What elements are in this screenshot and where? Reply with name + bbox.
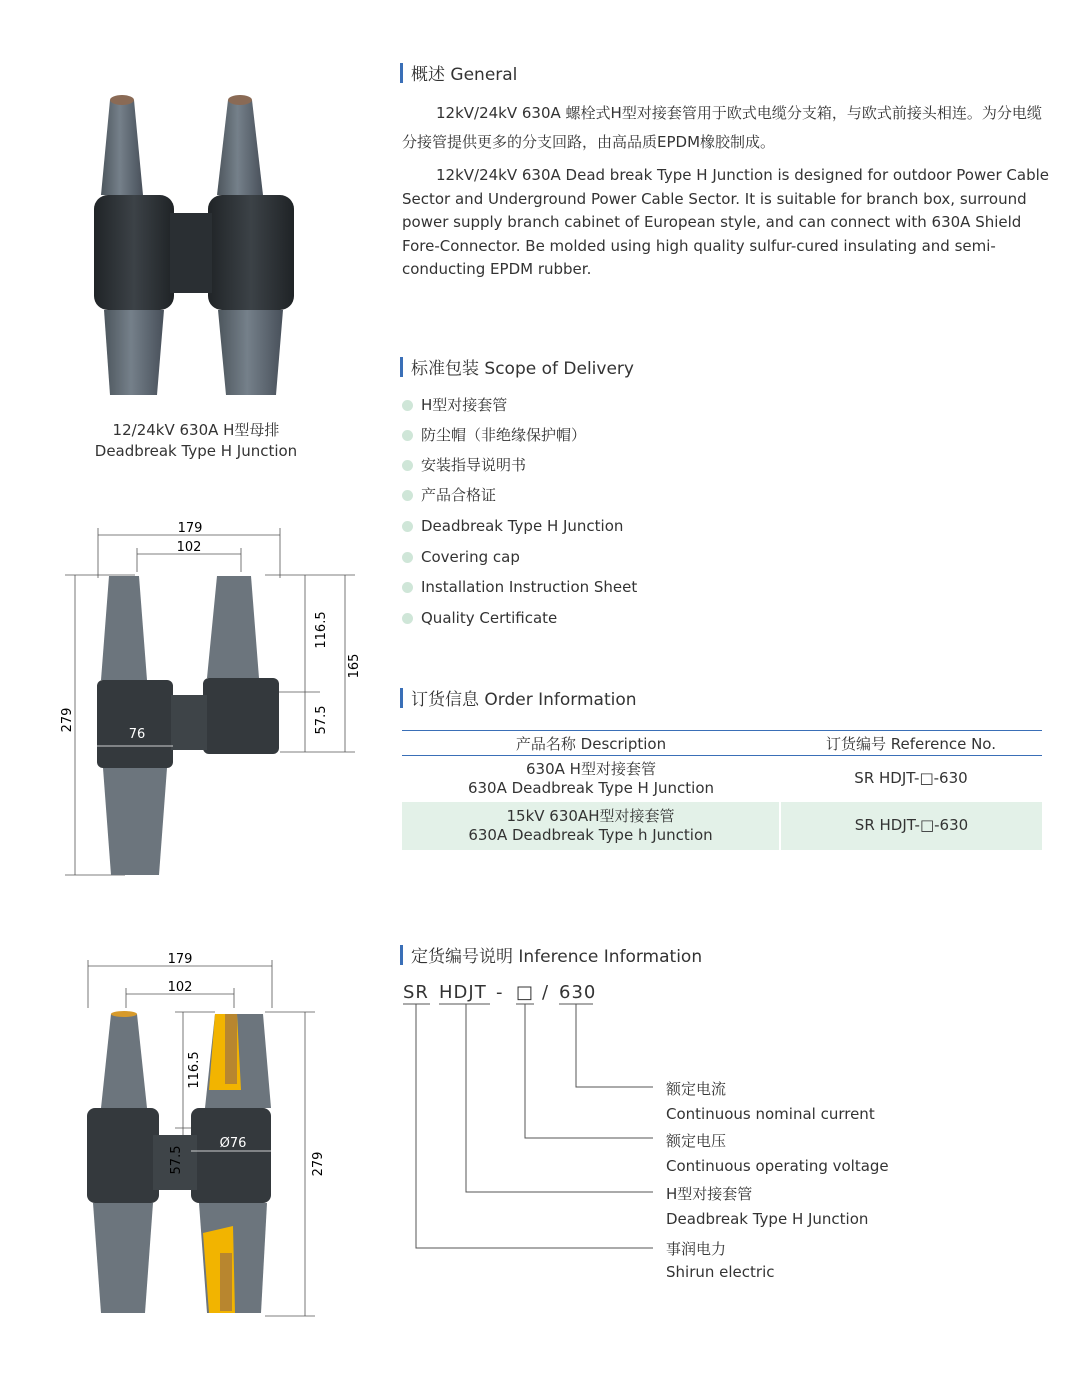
general-title-cn: 概述 xyxy=(411,65,445,85)
table-header-row xyxy=(402,731,1042,756)
delivery-item: 安装指导说明书 xyxy=(402,454,526,475)
section-accent-bar xyxy=(400,945,403,965)
delivery-title-en: Scope of Delivery xyxy=(484,359,634,379)
legend-type-cn: H型对接套管 xyxy=(666,1185,753,1203)
bullet-dot-icon xyxy=(402,460,413,471)
table-cell-reference: SR HDJT-□-630 xyxy=(854,769,968,788)
table-cell-description xyxy=(402,802,780,850)
row1-desc-cn: 630A H型对接套管 xyxy=(526,759,656,778)
bullet-dot-icon xyxy=(402,400,413,411)
legend-voltage-en: Continuous operating voltage xyxy=(666,1157,889,1175)
dim2-102: 102 xyxy=(167,980,193,995)
code-part-current: 630 xyxy=(559,982,597,1003)
dim2-116-5: 116.5 xyxy=(187,1051,202,1089)
inference-title-en: Inference Information xyxy=(518,947,703,967)
table-header-reference: 订货编号 Reference No. xyxy=(780,731,1042,756)
delivery-item: 产品合格证 xyxy=(402,484,496,505)
bullet-dot-icon xyxy=(402,430,413,441)
code-part-dash: - xyxy=(496,982,504,1003)
bullet-dot-icon xyxy=(402,613,413,624)
table-cell-description xyxy=(402,756,780,802)
dim-102: 102 xyxy=(176,540,202,555)
order-table xyxy=(402,730,1042,850)
section-accent-bar xyxy=(400,688,403,708)
delivery-title-cn: 标准包装 xyxy=(411,359,479,379)
general-title-en: General xyxy=(450,65,518,85)
dimension-drawing-2 xyxy=(75,948,345,1328)
row2-desc-en: 630A Deadbreak Type h Junction xyxy=(468,825,713,844)
bullet-dot-icon xyxy=(402,552,413,563)
row2-desc-cn: 15kV 630AH型对接套管 xyxy=(506,806,675,825)
dimension-drawing-1 xyxy=(55,520,375,885)
code-part-sr: SR xyxy=(403,982,429,1003)
dim2-179: 179 xyxy=(167,952,193,967)
delivery-item: 防尘帽（非绝缘保护帽） xyxy=(402,424,586,445)
dim-116-5: 116.5 xyxy=(314,611,329,649)
dim2-dia76: Ø76 xyxy=(219,1136,247,1151)
delivery-item: Quality Certificate xyxy=(402,609,557,627)
dim2-279: 279 xyxy=(311,1151,326,1177)
dim-165: 165 xyxy=(347,653,362,679)
bullet-dot-icon xyxy=(402,582,413,593)
general-title xyxy=(400,60,517,85)
dim-57-5: 57.5 xyxy=(314,705,329,735)
dim2-57-5: 57.5 xyxy=(169,1145,184,1175)
delivery-item: Installation Instruction Sheet xyxy=(402,578,637,596)
bullet-dot-icon xyxy=(402,490,413,501)
code-part-slash: / xyxy=(542,982,550,1003)
legend-current-cn: 额定电流 xyxy=(666,1080,727,1098)
inference-title xyxy=(400,942,702,967)
section-accent-bar xyxy=(400,63,403,83)
legend-voltage-cn: 额定电压 xyxy=(666,1132,727,1150)
product-caption xyxy=(76,420,316,462)
dim-179: 179 xyxy=(177,521,203,536)
delivery-item: H型对接套管 xyxy=(402,394,507,415)
product-photo xyxy=(80,85,320,405)
table-header-description: 产品名称 Description xyxy=(402,731,780,756)
order-title xyxy=(400,685,637,710)
legend-brand-cn: 事润电力 xyxy=(666,1240,727,1258)
code-part-hdjt: HDJT xyxy=(439,982,487,1003)
dim-279: 279 xyxy=(60,707,75,733)
dim-76: 76 xyxy=(128,727,146,742)
row1-desc-en: 630A Deadbreak Type H Junction xyxy=(467,778,715,797)
general-paragraph-cn: 12kV/24kV 630A 螺栓式H型对接套管用于欧式电缆分支箱，与欧式前接头相连。为分电缆分接管提供更多的分支回路，由高品质EPDM橡胶制成。 xyxy=(402,104,1042,151)
table-row xyxy=(402,756,1042,802)
order-title-en: Order Information xyxy=(484,690,637,710)
table-cell-reference: SR HDJT-□-630 xyxy=(780,802,1042,850)
delivery-item: Deadbreak Type H Junction xyxy=(402,517,623,535)
order-title-cn: 订货信息 xyxy=(411,690,479,710)
code-part-voltage-box: □ xyxy=(516,982,535,1003)
delivery-title xyxy=(400,354,634,379)
inference-title-cn: 定货编号说明 xyxy=(411,947,513,967)
legend-type-en: Deadbreak Type H Junction xyxy=(666,1210,869,1228)
bullet-dot-icon xyxy=(402,521,413,532)
table-row xyxy=(402,802,1042,850)
legend-brand-en: Shirun electric xyxy=(666,1263,775,1281)
product-caption-line1: 12/24kV 630A H型母排 xyxy=(112,421,280,439)
code-leader-lines xyxy=(400,1000,670,1260)
section-accent-bar xyxy=(400,357,403,377)
legend-current-en: Continuous nominal current xyxy=(666,1105,875,1123)
product-caption-line2: Deadbreak Type H Junction xyxy=(94,442,298,460)
general-paragraph-en: 12kV/24kV 630A Dead break Type H Junction is designed for outdoor Power Cable Sector and Underground Power Cable Sector. It is suitable for branch box, surround power supply branch cabinet of European style, and can connect with 630A Shield Fore-Connector. Be molded using high quality sulfur-cured insulating and semi-conducting EPDM rubber. xyxy=(402,166,1050,278)
delivery-item: Covering cap xyxy=(402,548,520,566)
